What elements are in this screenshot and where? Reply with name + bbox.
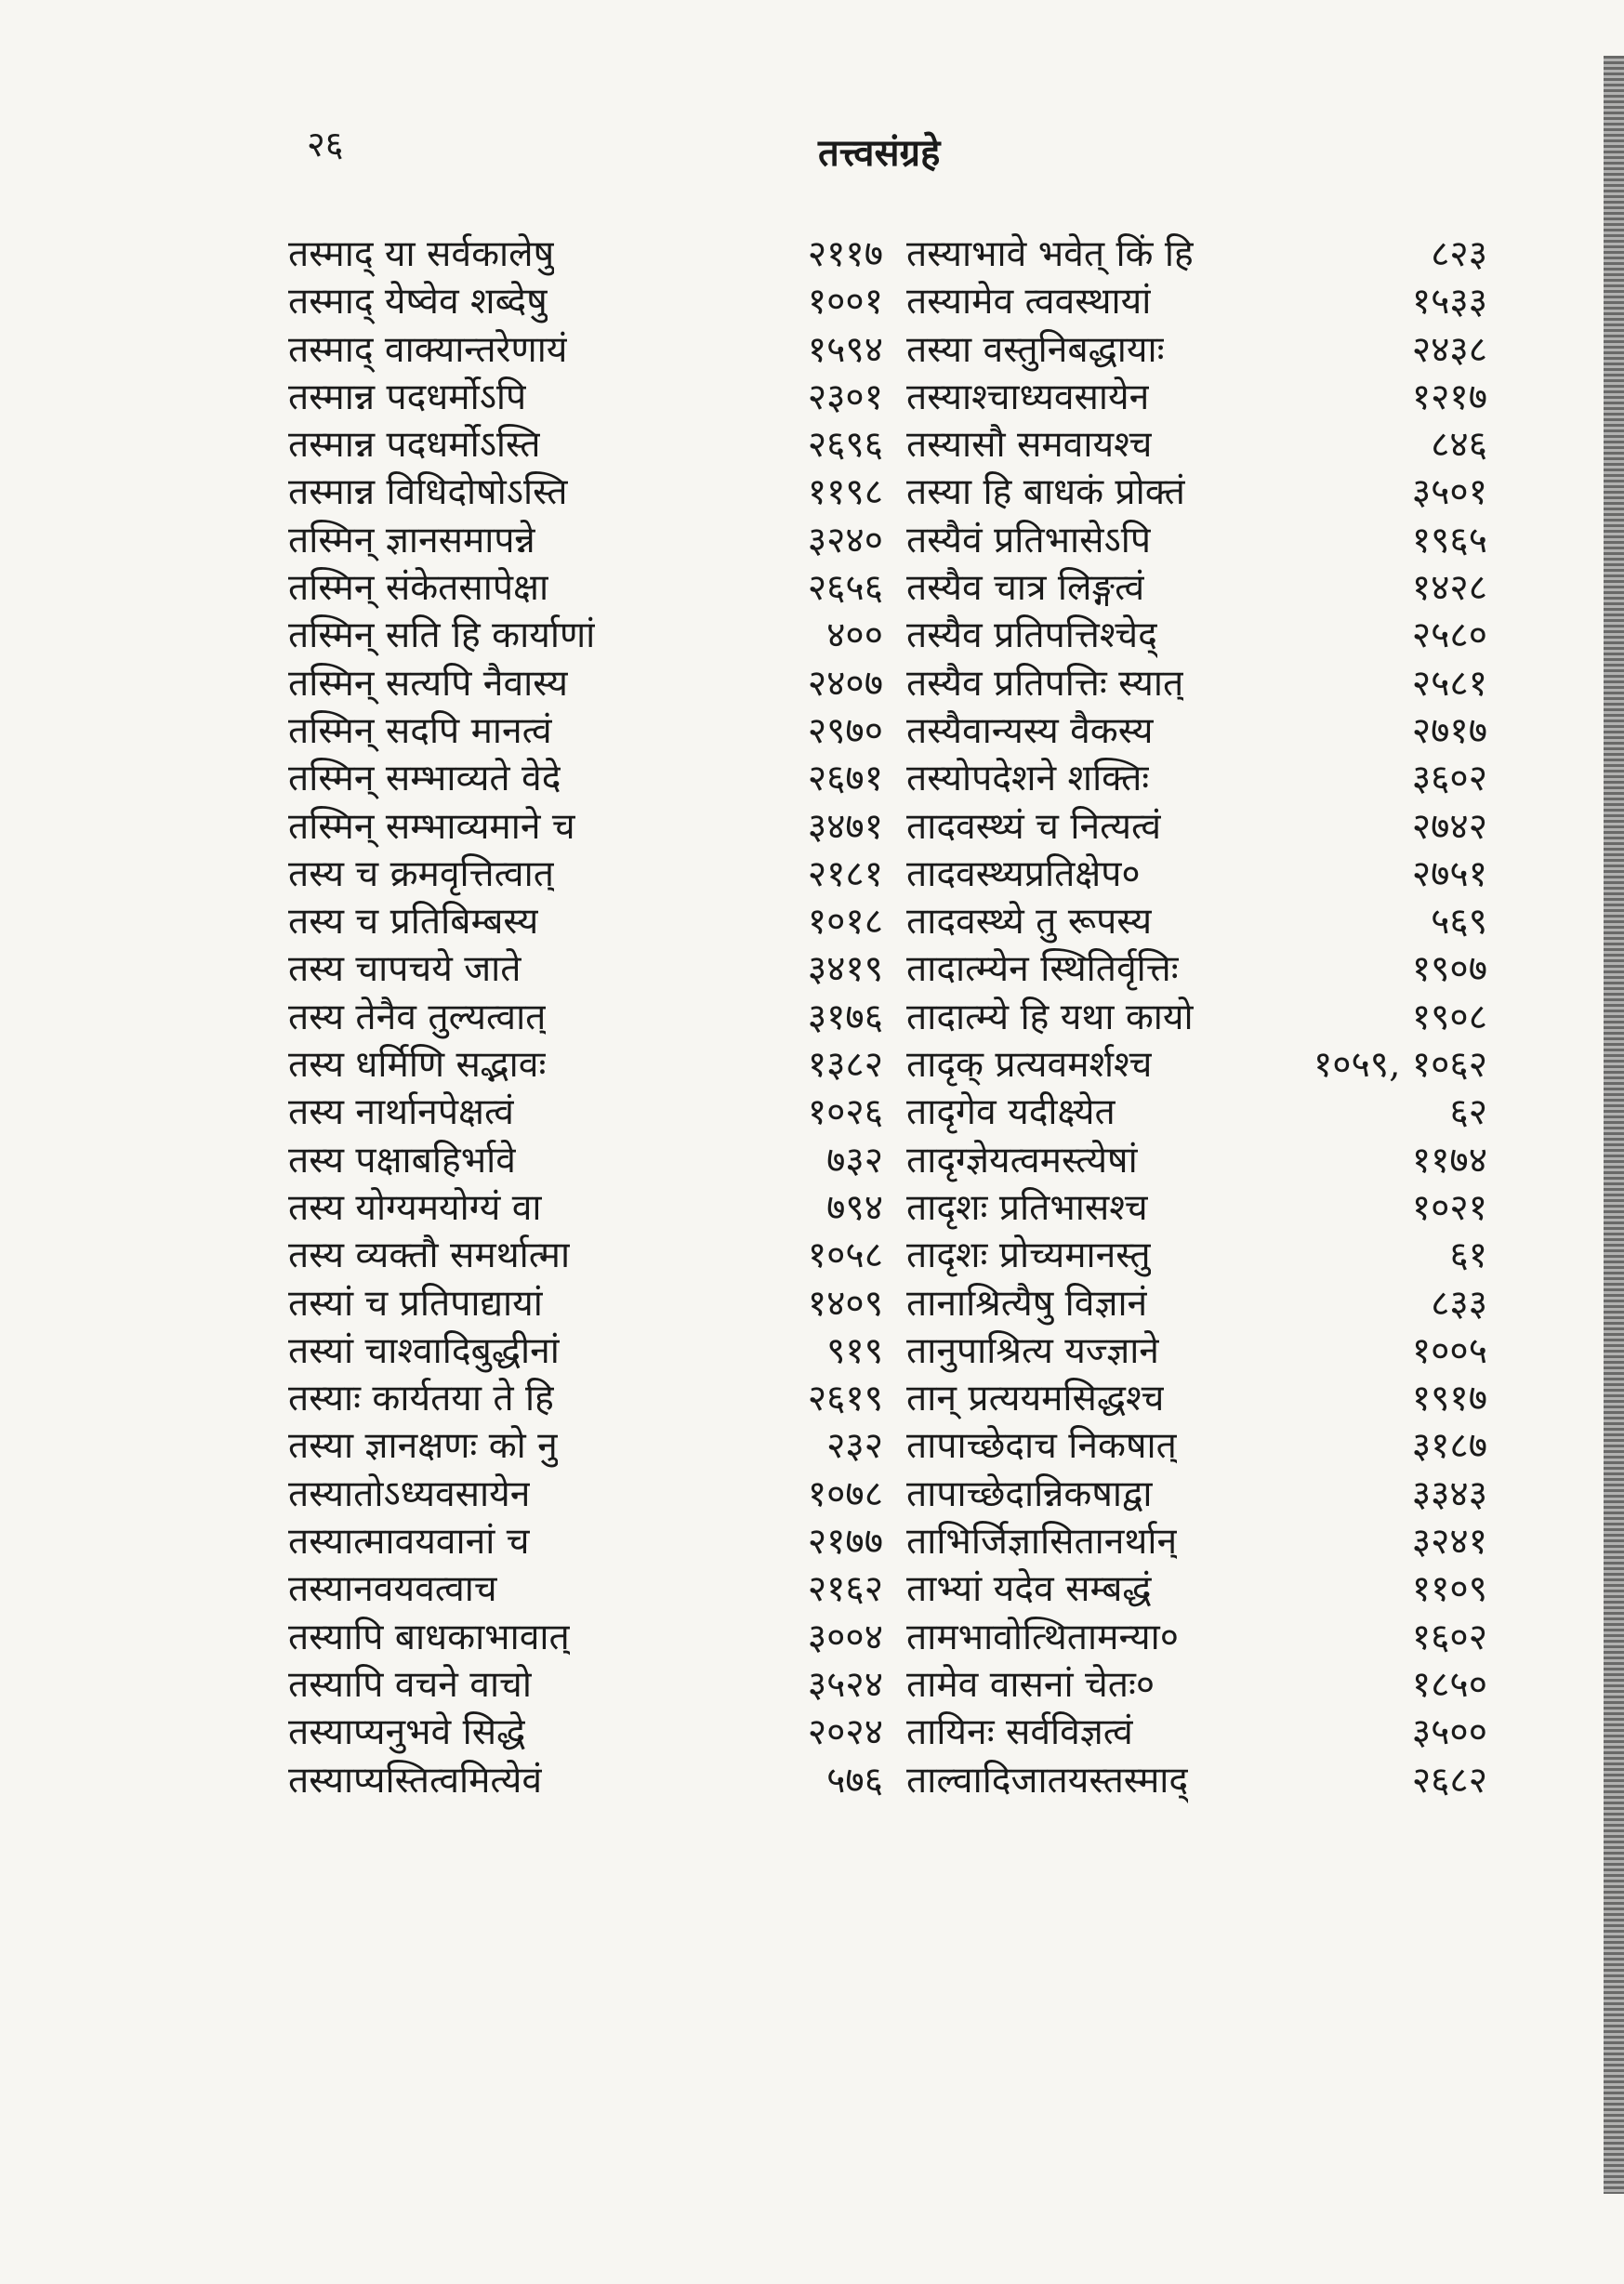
page-title: तत्त्वसंग्रहे — [818, 131, 941, 175]
verse-number: २६९६ — [807, 424, 883, 467]
verse-number: ३४७१ — [807, 805, 883, 848]
index-entry — [906, 466, 1487, 513]
index-entry — [288, 943, 883, 990]
index-entry — [288, 609, 883, 656]
verse-number: १९१७ — [1411, 1378, 1487, 1420]
index-entry — [288, 1468, 883, 1515]
index-entry — [906, 800, 1487, 848]
verse-number: ७३२ — [826, 1139, 883, 1182]
index-entry — [288, 1611, 883, 1658]
index-entry — [288, 1419, 883, 1467]
verse-text: तस्माद् येष्वेव शब्देषु — [288, 281, 548, 323]
index-entry — [906, 323, 1487, 371]
verse-number: २१८१ — [807, 852, 883, 895]
index-entry — [906, 943, 1487, 990]
verse-number: ११९८ — [807, 471, 883, 514]
index-entry — [906, 1086, 1487, 1133]
verse-number: २३०१ — [807, 376, 883, 418]
verse-text: तानुपाश्रित्य यज्ज्ञाने — [906, 1329, 1159, 1372]
verse-text: तामेव वासनां चेतः० — [906, 1663, 1155, 1706]
verse-text: तादृग्ज्ञेयत्वमस्त्येषां — [906, 1139, 1138, 1182]
verse-text: तस्माद् वाक्यान्तरेणायं — [288, 328, 568, 371]
index-entry — [288, 657, 883, 705]
index-entry — [288, 1086, 883, 1133]
binding-edge — [1604, 56, 1624, 2194]
verse-number: १९०८ — [1411, 996, 1487, 1038]
verse-text: तस्य तेनैव तुल्यत्वात् — [288, 996, 547, 1038]
verse-text: तस्य पक्षाबहिर्भावे — [288, 1139, 516, 1182]
index-entry — [288, 1706, 883, 1753]
verse-number: १४२८ — [1411, 567, 1487, 610]
verse-number: ९१९ — [826, 1329, 883, 1372]
verse-number: ५६९ — [1431, 901, 1487, 944]
verse-text: तादृगेव यदीक्ष्येत — [906, 1091, 1116, 1134]
verse-number: १८५० — [1411, 1663, 1487, 1706]
verse-number: ३६०२ — [1411, 758, 1487, 800]
verse-text: तादवस्थ्यं च नित्यत्वं — [906, 805, 1162, 848]
index-entry — [906, 514, 1487, 561]
verse-text: तस्यैव प्रतिपत्तिश्चेद् — [906, 614, 1157, 657]
verse-number: १५९४ — [807, 328, 883, 371]
verse-text: तस्यैव प्रतिपत्तिः स्यात् — [906, 662, 1184, 705]
index-entry — [906, 1419, 1487, 1467]
index-entry — [288, 323, 883, 371]
verse-text: तस्य धर्मिणि सद्भावः — [288, 1044, 547, 1087]
verse-text: तापाच्छेदान्निकषाद्वा — [906, 1472, 1153, 1515]
verse-text: तान् प्रत्ययमसिद्धश्च — [906, 1378, 1165, 1420]
index-entry — [288, 1229, 883, 1276]
index-entry — [288, 228, 883, 275]
verse-text: तादवस्थ्यप्रतिक्षेप० — [906, 852, 1141, 895]
index-entry — [288, 895, 883, 943]
verse-text: तस्यानवयवत्वाच — [288, 1568, 497, 1611]
verse-number: ३००४ — [807, 1616, 883, 1658]
verse-text: तस्यापि बाधकाभावात् — [288, 1616, 570, 1658]
verse-number: ३१८७ — [1411, 1425, 1487, 1468]
verse-text: तस्मान्न पदधर्मोऽस्ति — [288, 424, 541, 467]
verse-number: १०१८ — [807, 901, 883, 944]
index-entry — [288, 1658, 883, 1706]
verse-text: तादृशः प्रतिभासश्च — [906, 1186, 1148, 1229]
index-entry — [288, 800, 883, 848]
page-number: २६ — [307, 124, 344, 165]
verse-text: तस्य चापचये जाते — [288, 948, 522, 991]
verse-number: २६८२ — [1411, 1759, 1487, 1802]
index-entry — [288, 561, 883, 609]
verse-number: २१६२ — [807, 1568, 883, 1611]
verse-text: ताल्वादिजातयस्तस्माद् — [906, 1759, 1189, 1802]
index-entry — [288, 1325, 883, 1372]
verse-number: ३१७६ — [807, 996, 883, 1038]
verse-number: ६१ — [1449, 1234, 1487, 1277]
verse-number: ४०० — [826, 614, 883, 657]
verse-text: तस्याश्चाध्यवसायेन — [906, 376, 1150, 418]
verse-text: तस्यातोऽध्यवसायेन — [288, 1472, 531, 1515]
index-entry — [288, 752, 883, 799]
verse-number: २६१९ — [807, 1378, 883, 1420]
verse-number: ३५०१ — [1411, 471, 1487, 514]
verse-number: ७९४ — [826, 1186, 883, 1229]
verse-text: तस्यासौ समवायश्च — [906, 424, 1153, 467]
verse-text: तस्मान्न विधिदोषोऽस्ति — [288, 471, 568, 514]
verse-number: २४३८ — [1411, 328, 1487, 371]
index-entry — [906, 848, 1487, 895]
index-entry — [906, 657, 1487, 705]
verse-text: तस्यां चाश्वादिबुद्धीनां — [288, 1329, 560, 1372]
index-column-left — [288, 228, 883, 1802]
index-entry — [906, 1325, 1487, 1372]
verse-text: तादात्म्ये हि यथा कायो — [906, 996, 1194, 1038]
index-entry — [906, 1229, 1487, 1276]
verse-number: २५८१ — [1411, 662, 1487, 705]
index-entry — [906, 1134, 1487, 1182]
verse-text: तस्य च क्रमवृत्तित्वात् — [288, 852, 554, 895]
index-entry — [288, 991, 883, 1038]
verse-number: ६२ — [1449, 1091, 1487, 1134]
index-entry — [906, 1277, 1487, 1325]
index-entry — [906, 752, 1487, 799]
verse-number: २१७७ — [807, 1521, 883, 1564]
verse-text: तायिनः सर्वविज्ञत्वं — [906, 1711, 1133, 1754]
index-entry — [906, 418, 1487, 466]
index-entry — [288, 1372, 883, 1419]
index-entry — [288, 466, 883, 513]
verse-text: तस्यात्मावयवानां च — [288, 1521, 530, 1564]
verse-number: ३५२४ — [807, 1663, 883, 1706]
verse-text: तस्यैवं प्रतिभासेऽपि — [906, 519, 1151, 561]
verse-text: तस्यां च प्रतिपाद्यायां — [288, 1282, 543, 1325]
index-entry — [906, 1754, 1487, 1802]
verse-number: २७४२ — [1411, 805, 1487, 848]
verse-number: १५३३ — [1411, 281, 1487, 323]
verse-number: १४०९ — [807, 1282, 883, 1325]
index-entry — [906, 609, 1487, 656]
verse-number: ११०९ — [1411, 1568, 1487, 1611]
verse-text: तस्य व्यक्तौ समर्थात्मा — [288, 1234, 571, 1277]
verse-text: तस्याभावे भवेत् किं हि — [906, 233, 1194, 275]
verse-number: २११७ — [807, 233, 883, 275]
verse-text: तस्मिन् सत्यपि नैवास्य — [288, 662, 569, 705]
verse-text: तस्या ज्ञानक्षणः को नु — [288, 1425, 558, 1468]
verse-number: ३५०० — [1411, 1711, 1487, 1754]
index-entry — [288, 1182, 883, 1229]
index-entry — [906, 1658, 1487, 1706]
verse-text: तस्यामेव त्ववस्थायां — [906, 281, 1152, 323]
verse-number: १००५ — [1411, 1329, 1487, 1372]
index-entry — [906, 991, 1487, 1038]
index-entry — [906, 1468, 1487, 1515]
verse-text: तस्मान्न पदधर्मोऽपि — [288, 376, 527, 418]
index-entry — [906, 561, 1487, 609]
index-entry — [906, 1372, 1487, 1419]
verse-text: तस्याः कार्यतया ते हि — [288, 1378, 554, 1420]
verse-text: तस्याप्यनुभवे सिद्धे — [288, 1711, 526, 1754]
index-entry — [288, 1754, 883, 1802]
index-entry — [288, 514, 883, 561]
verse-text: तस्मिन् सम्भाव्यमाने च — [288, 805, 575, 848]
index-entry — [288, 275, 883, 323]
verse-text: तस्मिन् संकेतसापेक्षा — [288, 567, 549, 610]
index-entry — [906, 228, 1487, 275]
verse-number: १०५९, १०६२ — [1313, 1044, 1487, 1087]
verse-text: तस्या वस्तुनिबद्धायाः — [906, 328, 1165, 371]
verse-number: ११७४ — [1411, 1139, 1487, 1182]
verse-text: तस्य च प्रतिबिम्बस्य — [288, 901, 539, 944]
index-entry — [906, 1515, 1487, 1563]
verse-text: ताभिर्जिज्ञासितानर्थान् — [906, 1521, 1178, 1564]
verse-number: ३२४१ — [1411, 1521, 1487, 1564]
verse-text: तादृशः प्रोच्यमानस्तु — [906, 1234, 1151, 1277]
index-entry — [906, 1182, 1487, 1229]
index-entry — [906, 1706, 1487, 1753]
index-entry — [906, 275, 1487, 323]
verse-text: तस्माद् या सर्वकालेषु — [288, 233, 555, 275]
verse-number: १०२६ — [807, 1091, 883, 1134]
verse-number: २५८० — [1411, 614, 1487, 657]
verse-text: ताभ्यां यदेव सम्बद्धं — [906, 1568, 1152, 1611]
index-entry — [906, 895, 1487, 943]
verse-number: २७१७ — [1411, 709, 1487, 752]
index-entry — [288, 1563, 883, 1610]
index-entry — [288, 1277, 883, 1325]
index-entry — [906, 705, 1487, 752]
verse-number: २९७० — [807, 709, 883, 752]
verse-number: १२१७ — [1411, 376, 1487, 418]
index-entry — [906, 1563, 1487, 1610]
verse-number: १०५८ — [807, 1234, 883, 1277]
index-entry — [288, 418, 883, 466]
verse-text: तस्मिन् ज्ञानसमापन्ने — [288, 519, 535, 561]
verse-text: तस्याप्यस्तित्वमित्येवं — [288, 1759, 543, 1802]
verse-text: तस्यापि वचने वाचो — [288, 1663, 532, 1706]
verse-number: १००१ — [807, 281, 883, 323]
verse-text: तादवस्थ्ये तु रूपस्य — [906, 901, 1153, 944]
index-entry — [288, 1038, 883, 1086]
verse-text: तस्य योग्यमयोग्यं वा — [288, 1186, 542, 1229]
index-entry — [288, 848, 883, 895]
verse-text: तादात्म्येन स्थितिर्वृत्तिः — [906, 948, 1179, 991]
verse-number: २७५१ — [1411, 852, 1487, 895]
verse-number: १९६५ — [1411, 519, 1487, 561]
index-entry — [906, 1611, 1487, 1658]
verse-number: ८२३ — [1431, 233, 1487, 275]
verse-number: २०२४ — [807, 1711, 883, 1754]
verse-number: ३२४० — [807, 519, 883, 561]
verse-number: ३४१९ — [807, 948, 883, 991]
verse-text: तस्मिन् सदपि मानत्वं — [288, 709, 552, 752]
index-entry — [906, 1038, 1487, 1086]
index-entry — [288, 705, 883, 752]
verse-number: २४०७ — [807, 662, 883, 705]
verse-text: तामभावोत्थितामन्या० — [906, 1616, 1179, 1658]
verse-number: १९०७ — [1411, 948, 1487, 991]
verse-number: १०७८ — [807, 1472, 883, 1515]
verse-text: तस्मिन् सम्भाव्यते वेदे — [288, 758, 561, 800]
index-entry — [288, 1134, 883, 1182]
verse-number: १०२१ — [1411, 1186, 1487, 1229]
verse-text: तानाश्रित्यैषु विज्ञानं — [906, 1282, 1148, 1325]
verse-text: तस्योपदेशने शक्तिः — [906, 758, 1150, 800]
index-entry — [288, 1515, 883, 1563]
verse-text: तस्या हि बाधकं प्रोक्तं — [906, 471, 1185, 514]
verse-number: २३२ — [826, 1425, 883, 1468]
verse-text: तस्यैव चात्र लिङ्गत्वं — [906, 567, 1145, 610]
index-entry — [906, 371, 1487, 418]
verse-number: २६५६ — [807, 567, 883, 610]
verse-number: ३३४३ — [1411, 1472, 1487, 1515]
verse-text: तस्मिन् सति हि कार्याणां — [288, 614, 596, 657]
verse-number: १६०२ — [1411, 1616, 1487, 1658]
verse-text: तापाच्छेदाच निकषात् — [906, 1425, 1177, 1468]
verse-number: १३८२ — [807, 1044, 883, 1087]
verse-number: ५७६ — [826, 1759, 883, 1802]
verse-number: २६७१ — [807, 758, 883, 800]
verse-number: ८४६ — [1431, 424, 1487, 467]
verse-text: तादृक् प्रत्यवमर्शश्च — [906, 1044, 1153, 1087]
verse-number: ८३३ — [1431, 1282, 1487, 1325]
verse-text: तस्य नार्थानपेक्षत्वं — [288, 1091, 514, 1134]
index-column-right — [906, 228, 1487, 1802]
verse-text: तस्यैवान्यस्य वैकस्य — [906, 709, 1154, 752]
index-entry — [288, 371, 883, 418]
